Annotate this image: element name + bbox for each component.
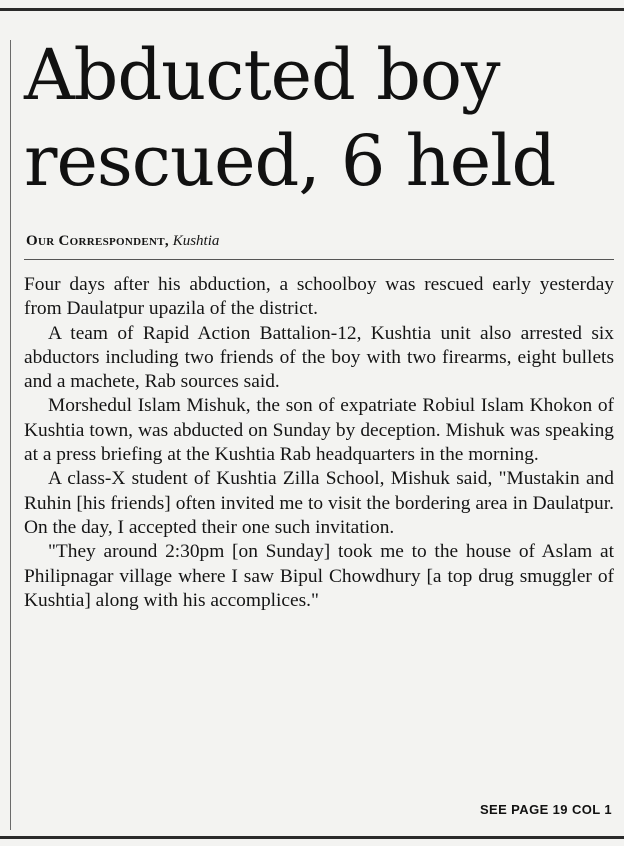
- byline-location: Kushtia: [172, 233, 220, 249]
- paragraph-4: A class-X student of Kushtia Zilla School, Mishuk said, "Mustakin and Ruhin [his friends] often invited me to visit the bordering area in Daulatpur. On the day, I accepted their one such invitation.: [24, 468, 614, 538]
- byline: [26, 232, 219, 250]
- byline-author: Our Correspondent,: [26, 233, 169, 249]
- paragraph-2: A team of Rapid Action Battalion-12, Kushtia unit also arrested six abductors including two friends of the boy with two firearms, eight bullets and a machete, Rab sources said.: [24, 322, 614, 393]
- paragraph-5: "They around 2:30pm [on Sunday] took me to the house of Aslam at Philipnagar village where I saw Bipul Chowdhury [a top drug smuggler of Kushtia] along with his accomplices.": [24, 541, 614, 611]
- byline-separator: [24, 259, 614, 260]
- top-border-rule: [0, 8, 624, 11]
- left-column-rule: [10, 40, 11, 830]
- paragraph-1: Four days after his abduction, a schoolboy was rescued early yesterday from Daulatpur upazila of the district.: [24, 274, 614, 320]
- paragraph-3: Morshedul Islam Mishuk, the son of expatriate Robiul Islam Khokon of Kushtia town, was abducted on Sunday by deception. Mishuk was speaking at a press briefing at the Kushtia Rab headquarters in the morning.: [24, 395, 614, 466]
- headline: Abducted boy rescued, 6 held: [24, 34, 556, 202]
- bottom-border-rule: [0, 836, 624, 839]
- continuation-note: SEE PAGE 19 COL 1: [479, 802, 612, 817]
- article-body: [24, 273, 614, 613]
